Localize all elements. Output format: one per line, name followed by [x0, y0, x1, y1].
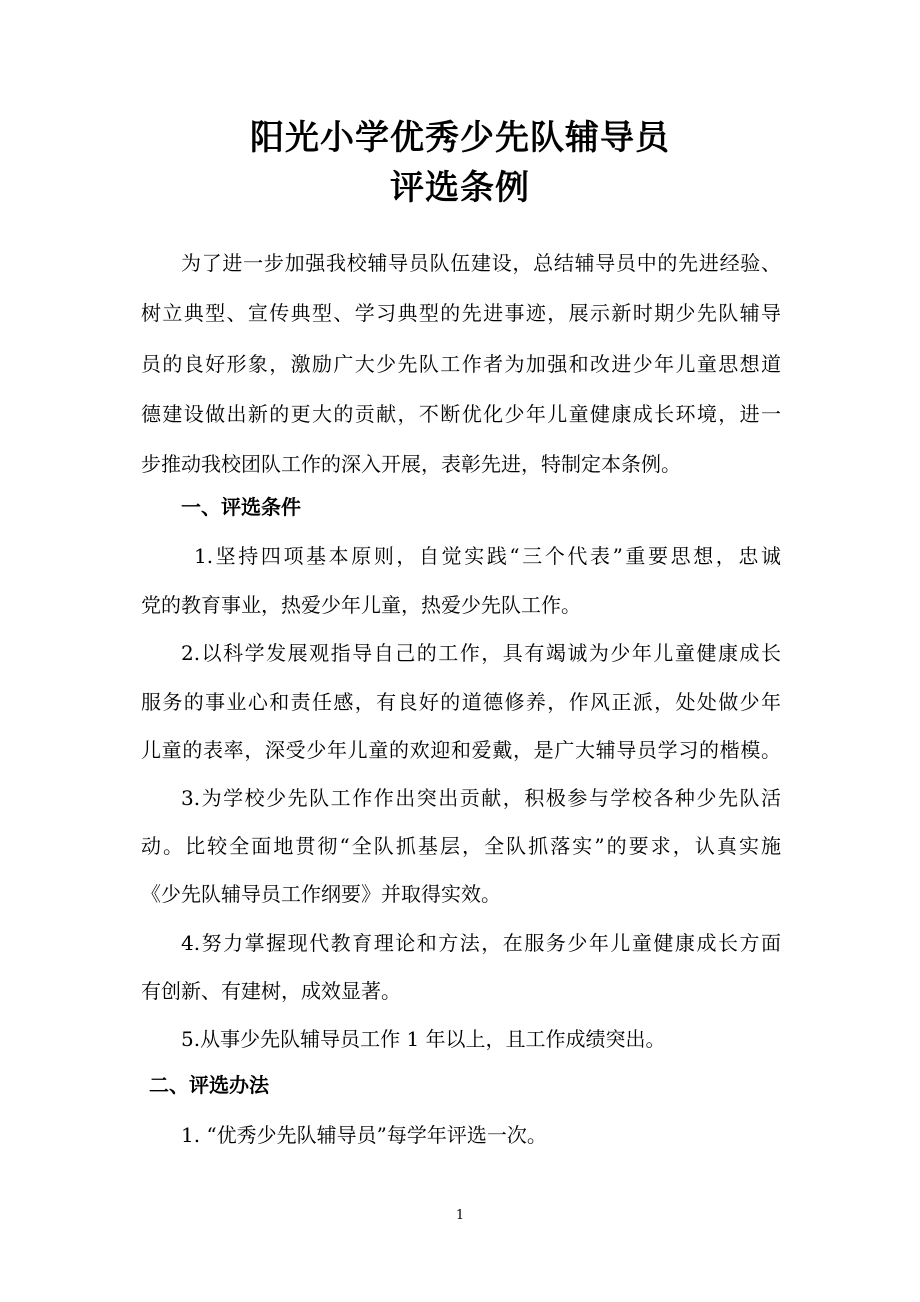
criteria-1-line-2: 党的教育事业，热爱少年儿童，热爱少先队工作。 — [141, 593, 581, 617]
criteria-2-line-3: 儿童的表率，深受少年儿童的欢迎和爱戴，是广大辅导员学习的楷模。 — [141, 738, 781, 762]
intro-line-5: 步推动我校团队工作的深入开展，表彰先进，特制定本条例。 — [141, 452, 681, 476]
criteria-1-line-1: 1.坚持四项基本原则，自觉实践“三个代表”重要思想，忠诚 — [194, 544, 781, 568]
criteria-3-line-3: 《少先队辅导员工作纲要》并取得实效。 — [141, 882, 501, 906]
intro-line-3: 员的良好形象，激励广大少先队工作者为加强和改进少年儿童思想道 — [141, 352, 781, 376]
criteria-4-line-2: 有创新、有建树，成效显著。 — [141, 979, 401, 1003]
criteria-2-line-2: 服务的事业心和责任感，有良好的道德修养，作风正派，处处做少年 — [141, 690, 781, 714]
section-heading-method: 二、评选办法 — [149, 1073, 269, 1097]
criteria-3-line-2: 动。比较全面地贯彻“全队抓基层，全队抓落实”的要求，认真实施 — [141, 834, 781, 858]
criteria-4-line-1: 4.努力掌握现代教育理论和方法，在服务少年儿童健康成长方面 — [181, 931, 781, 955]
document-subtitle: 评选条例 — [390, 168, 530, 208]
criteria-5-line-1: 5.从事少先队辅导员工作 1 年以上，且工作成绩突出。 — [181, 1027, 666, 1051]
criteria-3-line-1: 3.为学校少先队工作作出突出贡献，积极参与学校各种少先队活 — [181, 786, 781, 810]
intro-line-4: 德建设做出新的更大的贡献，不断优化少年儿童健康成长环境，进一 — [141, 402, 781, 426]
page-number: 1 — [455, 1208, 465, 1223]
intro-line-2: 树立典型、宣传典型、学习典型的先进事迹，展示新时期少先队辅导 — [141, 301, 781, 325]
method-1-line-1: 1. “优秀少先队辅导员”每学年评选一次。 — [181, 1123, 547, 1147]
document-title: 阳光小学优秀少先队辅导员 — [250, 118, 670, 158]
section-heading-criteria: 一、评选条件 — [181, 495, 301, 519]
intro-line-1: 为了进一步加强我校辅导员队伍建设，总结辅导员中的先进经验、 — [181, 251, 781, 275]
criteria-2-line-1: 2.以科学发展观指导自己的工作，具有竭诚为少年儿童健康成长 — [181, 641, 781, 665]
